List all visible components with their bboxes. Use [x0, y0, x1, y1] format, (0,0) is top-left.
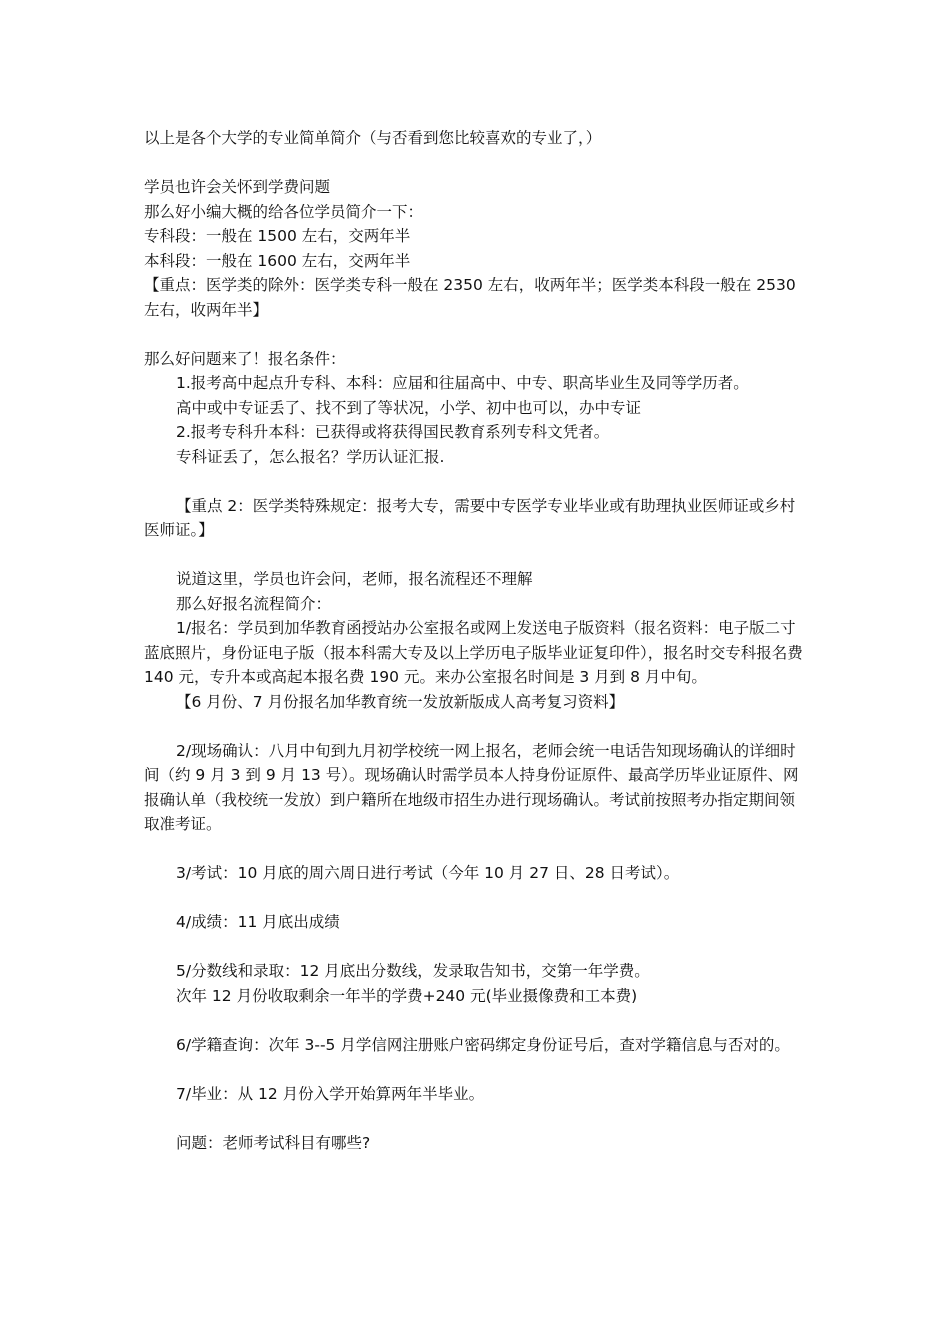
conditions-heading: 那么好问题来了！报名条件：: [144, 349, 346, 368]
process-step-5: 5/分数线和录取：12 月底出分数线，发录取告知书，交第一年学费。: [176, 962, 650, 980]
process-step-2: 2/现场确认：八月中旬到九月初学校统一网上报名，老师会统一电话告知现场确认的详细时间（约 9 月 3 到 9 月 13 号）。现场确认时需学员本人持身份证原件、最高学历毕业证原件、网报确认单（我校统一发放）到户籍所在地级市招生办进行现场确认。考试前按照考办指定期间领取准考证。: [144, 741, 799, 833]
spacer: [144, 1008, 810, 1033]
fees-lead: 那么好小编大概的给各位学员简介一下：: [144, 202, 424, 221]
process-step-4: 4/成绩：11 月底出成绩: [176, 913, 340, 931]
fee-benke: 本科段：一般在 1600 左右，交两年半: [144, 251, 411, 270]
process-step-7: 7/毕业：从 12 月份入学开始算两年半毕业。: [176, 1084, 485, 1103]
condition-1-extra: 高中或中专证丢了、找不到了等状况，小学、初中也可以，办中专证: [176, 398, 642, 417]
condition-2-extra: 专科证丢了，怎么报名？学历认证汇报.: [176, 447, 445, 466]
document-body: [144, 126, 810, 1155]
spacer: [144, 151, 810, 176]
process-step-5-extra: 次年 12 月份收取剩余一年半的学费+240 元(毕业摄像费和工本费): [176, 986, 638, 1005]
spacer: [144, 322, 810, 347]
fees-medical-note: 【重点：医学类的除外：医学类专科一般在 2350 左右，收两年半；医学类本科段一般在 2530 左右，收两年半】: [144, 276, 796, 319]
spacer: [144, 886, 810, 911]
spacer: [144, 935, 810, 960]
intro-paragraph: 以上是各个大学的专业简单简介（与否看到您比较喜欢的专业了，）: [144, 129, 602, 147]
process-question: 说道这里，学员也许会问，老师，报名流程还不理解: [176, 570, 533, 588]
spacer: [144, 1057, 810, 1082]
process-lead: 那么好报名流程简介：: [176, 594, 332, 613]
fee-zhuanke: 专科段：一般在 1500 左右，交两年半: [144, 227, 411, 245]
conditions-medical-note: 【重点 2：医学类特殊规定：报考大专，需要中专医学专业毕业或有助理执业医师证或乡村医师证。】: [144, 496, 796, 539]
process-step-1-note: 【6 月份、7 月份报名加华教育统一发放新版成人高考复习资料】: [176, 692, 625, 711]
spacer: [144, 543, 810, 568]
spacer: [144, 714, 810, 739]
condition-2: 2.报考专科升本科：已获得或将获得国民教育系列专科文凭者。: [176, 423, 610, 441]
process-step-1: 1/报名：学员到加华教育函授站办公室报名或网上发送电子版资料（报名资料：电子版二寸蓝底照片，身份证电子版（报本科需大专及以上学历电子版毕业证复印件），报名时交专科报名费 140 元，专升本或高起本报名费 190 元。来办公室报名时间是 3 月到 8 月中旬。: [144, 619, 803, 686]
final-question: 问题：老师考试科目有哪些?: [176, 1133, 371, 1152]
condition-1: 1.报考高中起点升专科、本科：应届和往届高中、中专、职高毕业生及同等学历者。: [176, 374, 749, 392]
spacer: [144, 837, 810, 862]
spacer: [144, 1106, 810, 1131]
fees-heading: 学员也许会关怀到学费问题: [144, 178, 331, 196]
spacer: [144, 469, 810, 494]
process-step-3: 3/考试：10 月底的周六周日进行考试（今年 10 月 27 日、28 日考试）。: [176, 864, 680, 882]
process-step-6: 6/学籍查询：次年 3--5 月学信网注册账户密码绑定身份证号后，查对学籍信息与否对的。: [176, 1035, 790, 1054]
